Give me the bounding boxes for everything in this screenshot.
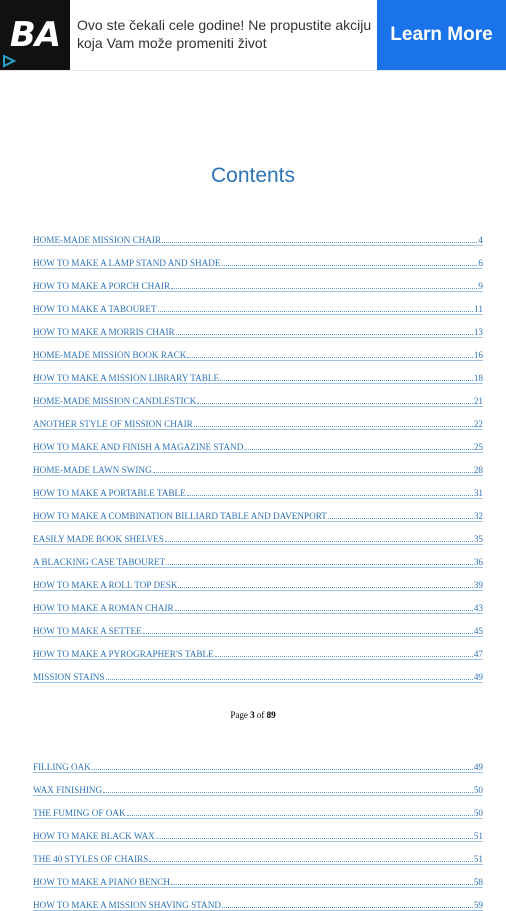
toc-leader-dots [244, 448, 472, 450]
toc-entry[interactable] [33, 544, 483, 567]
toc-leader-dots [328, 517, 473, 519]
toc-entry-page: 6 [478, 258, 483, 268]
toc-entry-page: 21 [473, 396, 483, 406]
toc-entry[interactable] [33, 749, 483, 772]
toc-entry-title: HOW TO MAKE A PORCH CHAIR [33, 281, 171, 291]
toc-entry[interactable] [33, 406, 483, 429]
toc-leader-dots [175, 609, 473, 611]
toc-entry-title: HOW TO MAKE A PYROGRAPHER'S TABLE [33, 649, 214, 659]
toc-leader-dots [171, 883, 473, 885]
toc-entry-page: 25 [473, 442, 483, 452]
toc-entry-page: 47 [473, 649, 483, 659]
toc-entry[interactable] [33, 887, 483, 910]
toc-entry[interactable] [33, 795, 483, 818]
toc-leader-dots [92, 768, 473, 770]
toc-entry[interactable] [33, 864, 483, 887]
toc-entry-page: 31 [473, 488, 483, 498]
toc-entry-page: 39 [473, 580, 483, 590]
toc-entry-page: 59 [473, 900, 483, 910]
toc-entry[interactable] [33, 429, 483, 452]
toc-entry-title: HOME-MADE MISSION CHAIR [33, 235, 162, 245]
toc-entry-title: HOW TO MAKE A ROLL TOP DESK [33, 580, 178, 590]
toc-entry-page: 45 [473, 626, 483, 636]
toc-entry-title: HOME-MADE MISSION CANDLESTICK [33, 396, 197, 406]
toc-entry-page: 36 [473, 557, 483, 567]
toc-leader-dots [194, 425, 473, 427]
toc-entry[interactable] [33, 383, 483, 406]
toc-entry-title: HOW TO MAKE BLACK WAX [33, 831, 155, 841]
toc-leader-dots [127, 814, 473, 816]
toc-entry[interactable] [33, 498, 483, 521]
toc-leader-dots [162, 241, 477, 243]
toc-entry-title: ANOTHER STYLE OF MISSION CHAIR [33, 419, 193, 429]
toc-entry-title: EASILY MADE BOOK SHELVES [33, 534, 164, 544]
toc-entry-title: HOW TO MAKE A PORTABLE TABLE [33, 488, 186, 498]
toc-entry-title: HOW TO MAKE A MISSION SHAVING STAND [33, 900, 221, 910]
toc-entry[interactable] [33, 613, 483, 636]
toc-leader-dots [171, 287, 477, 289]
toc-entry-title: HOW TO MAKE A LAMP STAND AND SHADE [33, 258, 221, 268]
toc-entry-page: 50 [473, 808, 483, 818]
toc-entry-title: HOW TO MAKE A COMBINATION BILLIARD TABLE AND DAVENPORT [33, 511, 327, 521]
toc-entry-title: HOW TO MAKE A MISSION LIBRARY TABLE [33, 373, 220, 383]
toc-entry-title: WAX FINISHING [33, 785, 103, 795]
toc-entry-title: THE 40 STYLES OF CHAIRS [33, 854, 149, 864]
toc-leader-dots [187, 494, 473, 496]
toc-leader-dots [187, 356, 472, 358]
toc-entry[interactable] [33, 818, 483, 841]
toc-entry-page: 43 [473, 603, 483, 613]
toc-entry[interactable] [33, 314, 483, 337]
toc-leader-dots [158, 310, 473, 312]
toc-entry[interactable] [33, 841, 483, 864]
toc-entry-page: 13 [473, 327, 483, 337]
toc-entry-page: 49 [473, 762, 483, 772]
toc-entry-title: HOW TO MAKE A TABOURET [33, 304, 157, 314]
toc-entry[interactable] [33, 772, 483, 795]
toc-leader-dots [215, 655, 473, 657]
toc-leader-dots [143, 632, 473, 634]
toc-entry[interactable] [33, 521, 483, 544]
toc-entry[interactable] [33, 590, 483, 613]
ad-text[interactable]: Ovo ste čekali cele godine! Ne propustite akciju koja Vam može promeniti život [77, 17, 372, 51]
toc-entry[interactable] [33, 360, 483, 383]
toc-leader-dots [222, 906, 473, 908]
toc-entry-page: 4 [478, 235, 483, 245]
toc-link-underline [33, 682, 483, 683]
toc-leader-dots [156, 837, 473, 839]
toc-entry-page: 18 [473, 373, 483, 383]
learn-more-button[interactable]: Learn More [377, 0, 506, 70]
toc-entry[interactable] [33, 567, 483, 590]
toc-leader-dots [166, 563, 473, 565]
toc-entry-title: HOW TO MAKE AND FINISH A MAGAZINE STAND [33, 442, 244, 452]
toc-entry[interactable] [33, 452, 483, 475]
toc-entry-title: FILLING OAK [33, 762, 91, 772]
toc-list-page-4 [33, 749, 483, 910]
ad-logo[interactable]: BA [0, 0, 70, 70]
toc-entry-title: HOME-MADE LAWN SWING [33, 465, 152, 475]
ad-banner[interactable] [0, 0, 506, 71]
toc-entry[interactable] [33, 291, 483, 314]
toc-entry-page: 28 [473, 465, 483, 475]
toc-entry[interactable] [33, 636, 483, 659]
toc-entry-title: MISSION STAINS [33, 672, 105, 682]
toc-leader-dots [197, 402, 472, 404]
toc-entry[interactable] [33, 268, 483, 291]
toc-leader-dots [165, 540, 473, 542]
toc-leader-dots [153, 471, 473, 473]
toc-entry-page: 49 [473, 672, 483, 682]
toc-leader-dots [176, 333, 473, 335]
toc-entry-page: 51 [473, 854, 483, 864]
toc-entry-page: 9 [478, 281, 483, 291]
toc-list-page-3 [33, 222, 483, 682]
toc-leader-dots [106, 678, 473, 680]
toc-entry-title: HOW TO MAKE A SETTEE [33, 626, 142, 636]
ad-choices-icon[interactable] [2, 54, 16, 68]
toc-entry-page: 58 [473, 877, 483, 887]
toc-entry-title: HOW TO MAKE A ROMAN CHAIR [33, 603, 174, 613]
toc-entry[interactable] [33, 245, 483, 268]
toc-entry-page: 51 [473, 831, 483, 841]
toc-entry-title: HOME-MADE MISSION BOOK RACK [33, 350, 187, 360]
toc-entry-page: 35 [473, 534, 483, 544]
page-number: Page 3 of 89 [230, 710, 276, 720]
toc-entry-title: HOW TO MAKE A MORRIS CHAIR [33, 327, 175, 337]
contents-title: Contents [210, 164, 296, 187]
toc-leader-dots [220, 379, 473, 381]
toc-leader-dots [149, 860, 472, 862]
toc-entry-title: HOW TO MAKE A PIANO BENCH [33, 877, 171, 887]
toc-entry-page: 50 [473, 785, 483, 795]
toc-entry-title: A BLACKING CASE TABOURET [33, 557, 166, 567]
toc-entry-page: 22 [473, 419, 483, 429]
toc-entry[interactable] [33, 659, 483, 682]
toc-entry[interactable] [33, 475, 483, 498]
toc-leader-dots [178, 586, 472, 588]
toc-entry[interactable] [33, 222, 483, 245]
toc-leader-dots [103, 791, 473, 793]
toc-leader-dots [222, 264, 478, 266]
toc-entry[interactable] [33, 337, 483, 360]
toc-entry-page: 16 [473, 350, 483, 360]
toc-entry-page: 11 [474, 304, 483, 314]
toc-entry-title: THE FUMING OF OAK [33, 808, 126, 818]
toc-entry-page: 32 [473, 511, 483, 521]
